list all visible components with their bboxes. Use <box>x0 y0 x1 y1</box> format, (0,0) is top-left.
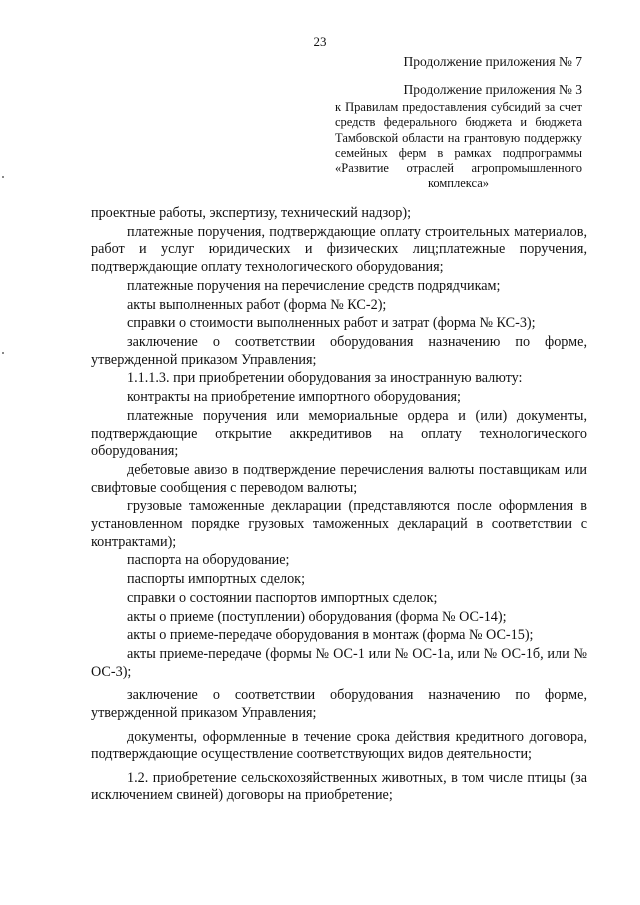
paragraph: акты выполненных работ (форма № КС-2); <box>127 296 387 313</box>
paragraph: акты о приеме-передаче оборудования в монтаж (форма № ОС-15); <box>127 627 534 644</box>
paragraph: проектные работы, экспертизу, технический надзор); <box>91 205 412 221</box>
paragraph: паспорты импортных сделок; <box>127 571 306 588</box>
scan-edge-mark <box>2 352 4 354</box>
paragraph: акты о приеме (поступлении) оборудования (форма № ОС-14); <box>127 608 507 625</box>
page-number: 23 <box>313 34 327 49</box>
paragraph: контракты на приобретение импортного оборудования; <box>127 389 461 406</box>
appendix-continuation-heading: Продолжение приложения № 7 <box>403 54 582 69</box>
paragraph: дебетовые авизо в подтверждение перечисления валюты поставщикам или свифтовые сообщения с переводом валюты; <box>91 462 587 496</box>
paragraph: заключение о соответствии оборудования назначению по форме, утвержденной приказом Управления; <box>91 687 587 722</box>
scan-edge-mark <box>2 176 4 178</box>
paragraph: паспорта на оборудование; <box>127 552 290 569</box>
appendix-reference-description: к Правилам предоставления субсидий за счет средств федерального бюджета и бюджета Тамбовской области на грантовую поддержку семейных ферм в рамках подпрограммы «Развитие отраслей агропромышленного комплекса» <box>335 100 582 191</box>
document-body <box>91 205 587 806</box>
paragraph: справки о состоянии паспортов импортных сделок; <box>127 589 438 606</box>
paragraph: документы, оформленные в течение срока действия кредитного договора, подтверждающие осуществление соответствующих видов деятельности; <box>91 728 587 763</box>
paragraph: заключение о соответствии оборудования назначению по форме, утвержденной приказом Управления; <box>91 334 587 368</box>
paragraph: акты приеме-передаче (формы № ОС-1 или № ОС-1а, или № ОС-1б, или № ОС-3); <box>91 646 587 680</box>
paragraph: справки о стоимости выполненных работ и затрат (форма № КС-3); <box>127 315 536 332</box>
appendix-reference-title: Продолжение приложения № 3 <box>403 82 582 97</box>
paragraph: грузовые таможенные декларации (представляются после оформления в установленном порядке грузовых таможенных деклараций в соответствии с контрактами); <box>91 498 587 550</box>
paragraph: платежные поручения, подтверждающие оплату строительных материалов, работ и услуг юридических и физических лиц;платежные поручения, подтверждающие оплату технологического оборудования; <box>91 223 587 275</box>
paragraph: 1.2. приобретение сельскохозяйственных животных, в том числе птицы (за исключением свиней) договоры на приобретение; <box>91 769 587 804</box>
paragraph: платежные поручения или мемориальные ордера и (или) документы, подтверждающие открытие аккредитивов на оплату технологического оборудования; <box>91 408 587 460</box>
paragraph: платежные поручения на перечисление средств подрядчикам; <box>127 277 501 294</box>
paragraph: 1.1.1.3. при приобретении оборудования за иностранную валюту: <box>127 370 523 387</box>
